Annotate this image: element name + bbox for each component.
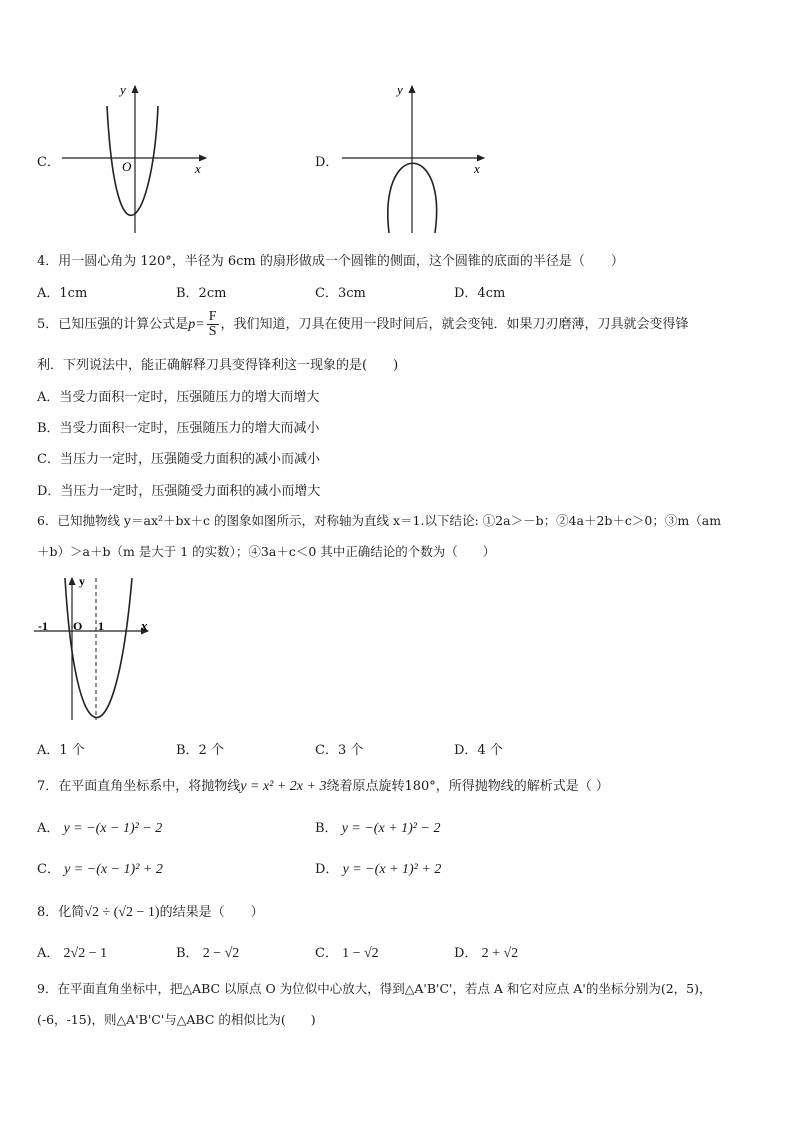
- question-7-stem: [37, 775, 609, 795]
- question-6-stem-line1: 6．已知抛物线 y＝ax²＋bx＋c 的图象如图所示，对称轴为直线 x＝1.以下结论: ①2a＞－b；②4a＋2b＋c＞0；③m（am: [37, 513, 722, 528]
- q6-option-d: D．4 个: [454, 743, 503, 758]
- q8-stem-prefix: 8．化简: [37, 905, 85, 920]
- q7-option-c-expr: y = −(x − 1)² + 2: [64, 862, 163, 877]
- origin-label: O: [122, 159, 132, 174]
- x-axis-label: x: [195, 161, 201, 176]
- q5-stem-suffix: ，我们知道，刀具在使用一段时间后，就会变钝．如果刀刃磨薄，刀具就会变得锋: [220, 317, 689, 332]
- q5-stem-prefix: 5．已知压强的计算公式是: [37, 317, 189, 332]
- q7-stem-expression: y = x² + 2x + 3: [240, 779, 327, 794]
- q4-option-a: A．1cm: [37, 286, 88, 301]
- q8-option-a-letter: A．: [37, 946, 60, 961]
- q6-option-a: A．1 个: [37, 743, 85, 758]
- question-5-stem: [37, 310, 689, 339]
- q5-formula-numerator: F: [208, 309, 217, 324]
- q6-option-c: C．3 个: [315, 743, 364, 758]
- origin-label: O: [73, 619, 83, 633]
- q4-option-c: C．3cm: [315, 286, 366, 301]
- q8-stem-expression: √2 ÷ (√2 − 1): [84, 905, 160, 920]
- q8-option-a: [37, 942, 107, 962]
- q8-stem-suffix: 的结果是（ ）: [159, 905, 264, 920]
- q5-formula-fraction: [207, 310, 219, 339]
- question-9-stem-line2: (-6，-15)，则△A'B'C'与△ABC 的相似比为( ): [37, 1012, 316, 1027]
- graph-option-d: [338, 78, 508, 238]
- q8-option-d: [454, 942, 518, 962]
- q5-option-a: A．当受力面积一定时，压强随压力的增大而增大: [37, 390, 320, 405]
- q7-option-d-expr: y = −(x + 1)² + 2: [342, 862, 442, 877]
- q7-option-a-expr: y = −(x − 1)² − 2: [63, 821, 163, 836]
- parabola-q6: [65, 578, 132, 718]
- option-c-label: C．: [37, 155, 60, 170]
- q4-option-d: D．4cm: [454, 286, 506, 301]
- q8-option-d-letter: D．: [454, 946, 478, 961]
- q5-option-d: D．当压力一定时，压强随受力面积的减小而增大: [37, 484, 321, 499]
- y-axis-label: y: [397, 82, 403, 97]
- x-axis-label: x: [474, 161, 480, 176]
- option-d-label: D．: [315, 155, 339, 170]
- graph-question-6: [32, 574, 162, 724]
- q5-option-b: B．当受力面积一定时，压强随压力的增大而减小: [37, 421, 320, 436]
- question-9-stem-line1: 9．在平面直角坐标中，把△ABC 以原点 O 为位似中心放大，得到△A'B'C'，若点 A 和它对应点 A'的坐标分别为(2，5)，: [37, 981, 712, 996]
- q7-option-c-letter: C．: [37, 862, 60, 877]
- q8-option-c-letter: C．: [315, 946, 338, 961]
- y-axis-label: y: [79, 574, 85, 588]
- q4-option-b: B．2cm: [176, 286, 227, 301]
- q5-formula-denominator: S: [208, 324, 217, 339]
- q7-option-a-letter: A．: [37, 821, 60, 836]
- graph-option-c: [58, 78, 228, 238]
- question-4-stem: 4．用一圆心角为 120°，半径为 6cm 的扇形做成一个圆锥的侧面，这个圆锥的底面的半径是（ ）: [37, 254, 624, 269]
- q8-option-b-expr: 2 − √2: [202, 946, 240, 961]
- q5-option-c: C．当压力一定时，压强随受力面积的减小而减小: [37, 452, 320, 467]
- q8-option-a-expr: 2√2 − 1: [63, 946, 108, 961]
- q8-option-c-expr: 1 − √2: [342, 946, 379, 961]
- q7-option-b-expr: y = −(x + 1)² − 2: [341, 821, 441, 836]
- q8-option-d-expr: 2 + √2: [481, 946, 519, 961]
- q8-option-b: [176, 942, 239, 962]
- parabola-c: [107, 106, 158, 215]
- question-8-stem: [37, 901, 264, 921]
- q6-option-b: B．2 个: [176, 743, 224, 758]
- question-5-stem-line2: 利．下列说法中，能正确解释刀具变得锋利这一现象的是( ): [37, 358, 399, 373]
- q7-option-c: [37, 858, 163, 878]
- q7-stem-suffix: 绕着原点旋转180°，所得抛物线的解析式是（ ）: [326, 779, 609, 794]
- q7-option-a: [37, 817, 162, 837]
- y-axis-label: y: [120, 82, 126, 97]
- q7-stem-prefix: 7．在平面直角坐标系中，将抛物线: [37, 779, 241, 794]
- q7-option-d: [315, 858, 441, 878]
- q7-option-d-letter: D．: [315, 862, 339, 877]
- question-6-stem-line2: ＋b）＞a＋b（m 是大于 1 的实数）；④3a＋c＜0 其中正确结论的个数为（ ）: [37, 544, 496, 559]
- q7-option-b-letter: B．: [315, 821, 338, 836]
- q8-option-b-letter: B．: [176, 946, 199, 961]
- tick-1: 1: [98, 619, 104, 633]
- tick-neg-1: -1: [38, 619, 48, 633]
- q7-option-b: [315, 817, 440, 837]
- q5-formula-lhs: p=: [188, 317, 205, 332]
- q8-option-c: [315, 942, 379, 962]
- x-axis-label: x: [141, 618, 148, 633]
